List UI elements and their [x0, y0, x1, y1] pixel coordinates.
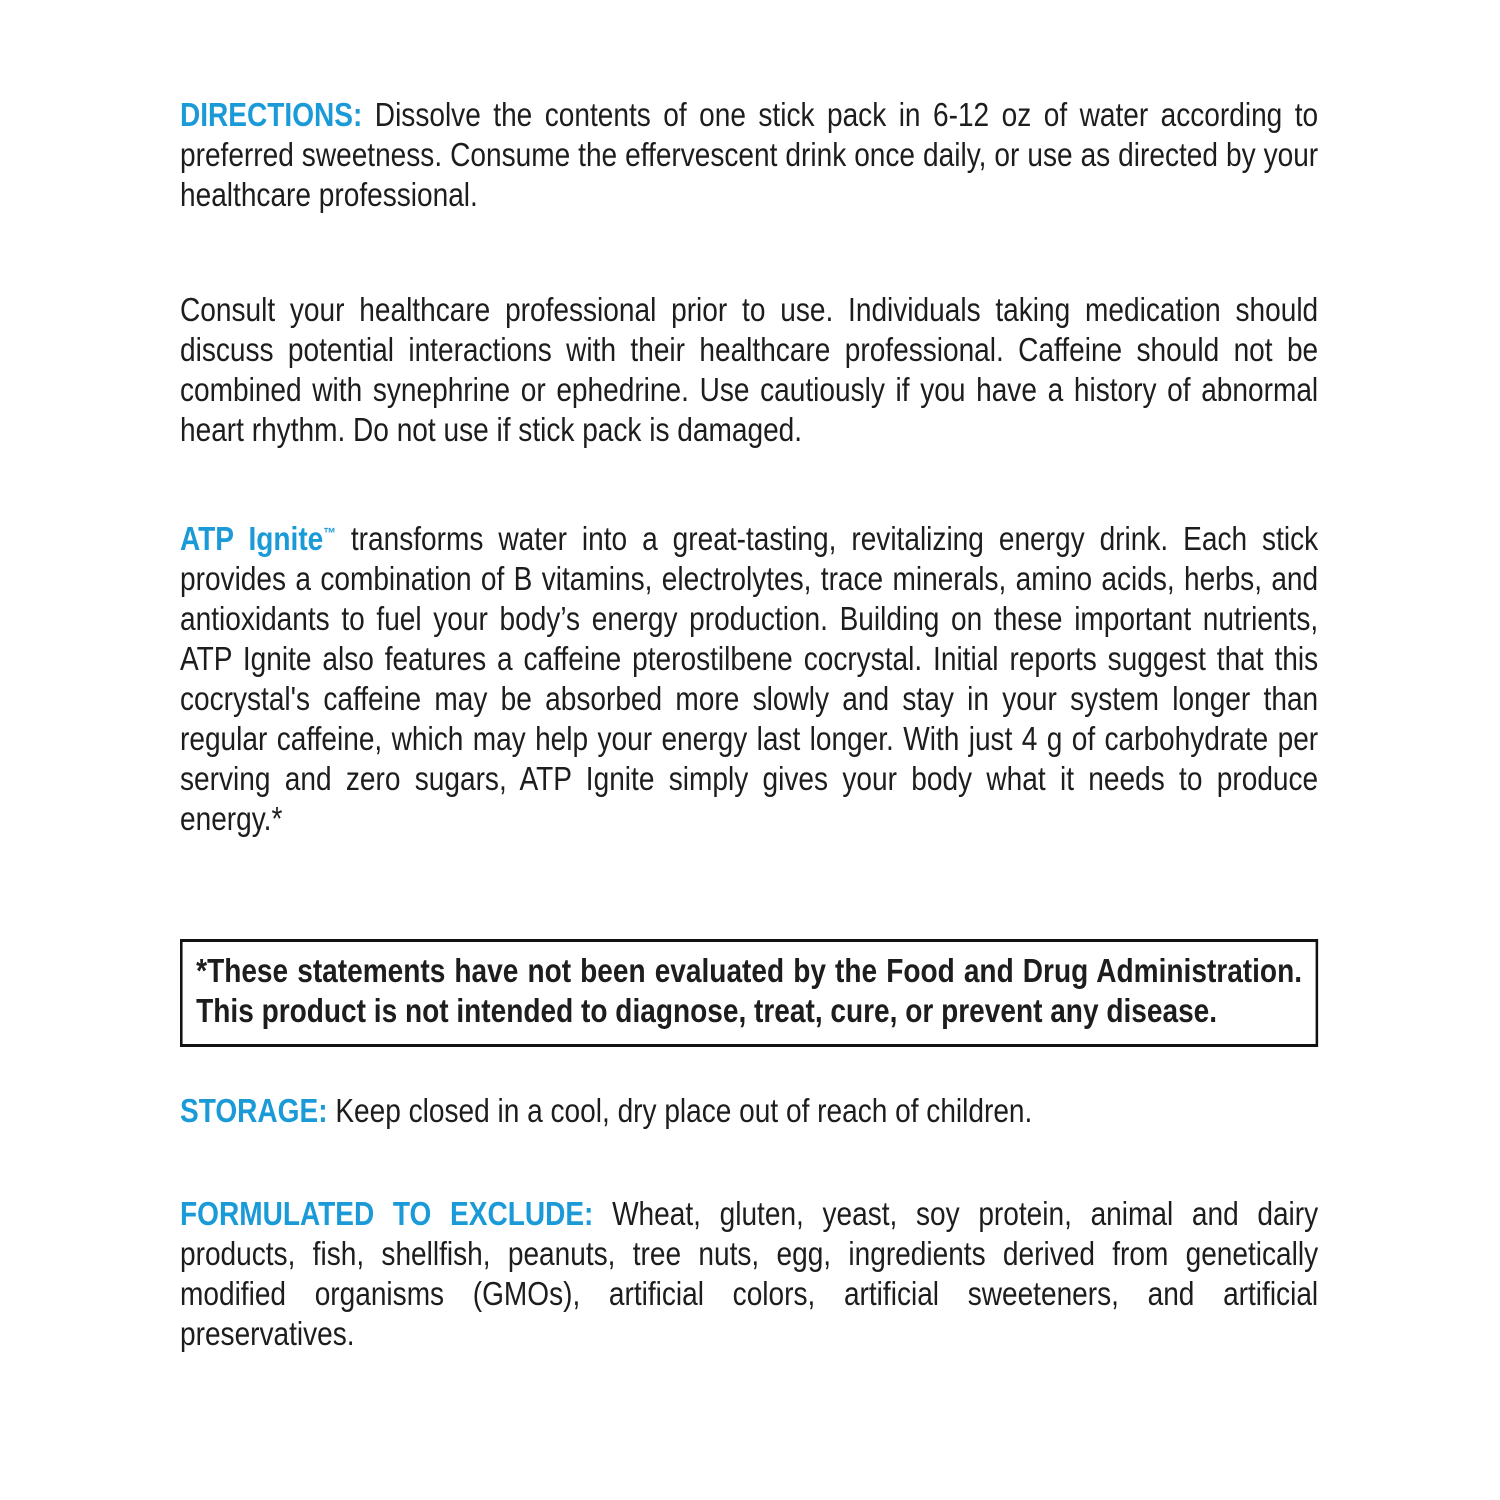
brand-name-text: ATP Ignite	[180, 520, 324, 557]
storage-paragraph	[180, 1091, 1318, 1131]
storage-heading: STORAGE:	[180, 1092, 328, 1129]
product-description-paragraph	[180, 519, 1318, 839]
label-text-column	[180, 95, 1318, 1354]
formulated-to-exclude-paragraph	[180, 1194, 1318, 1354]
fda-disclaimer-box	[180, 939, 1318, 1047]
brand-name	[180, 520, 336, 557]
storage-text: Keep closed in a cool, dry place out of reach of children.	[335, 1092, 1033, 1129]
product-description-text: transforms water into a great-tasting, revitalizing energy drink. Each stick provides a combination of B vitamins, electrolytes, trace minerals, amino acids, herbs, and antioxidants to fuel your body’s energy production. Building on these important nutrients, ATP Ignite also features a caffeine pterostilbene cocrystal. Initial reports suggest that this cocrystal's caffeine may be absorbed more slowly and stay in your system longer than regular caffeine, which may help your energy last longer. With just 4 g of carbohydrate per serving and zero sugars, ATP Ignite simply gives your body what it needs to produce energy.*	[180, 520, 1319, 837]
directions-text: Dissolve the contents of one stick pack in 6-12 oz of water according to preferred sweetness. Consume the effervescent drink once daily, or use as directed by your healthcare professional.	[180, 96, 1319, 213]
fda-disclaimer-text: *These statements have not been evaluated by the Food and Drug Administration. This product is not intended to diagnose, treat, cure, or prevent any disease.	[196, 952, 1302, 1029]
trademark-symbol: ™	[323, 526, 336, 542]
formulated-to-exclude-heading: FORMULATED TO EXCLUDE:	[180, 1195, 594, 1232]
precautions-paragraph	[180, 290, 1318, 450]
precautions-text: Consult your healthcare professional prior to use. Individuals taking medication should discuss potential interactions with their healthcare professional. Caffeine should not be combined with synephrine or ephedrine. Use cautiously if you have a history of abnormal heart rhythm. Do not use if stick pack is damaged.	[180, 291, 1319, 448]
directions-heading: DIRECTIONS:	[180, 96, 363, 133]
directions-paragraph	[180, 95, 1318, 215]
formulated-to-exclude-text: Wheat, gluten, yeast, soy protein, animal and dairy products, fish, shellfish, peanuts, tree nuts, egg, ingredients derived from genetically modified organisms (GMOs), artificial colors, artificial sweeteners, and artificial preservatives.	[180, 1195, 1319, 1352]
